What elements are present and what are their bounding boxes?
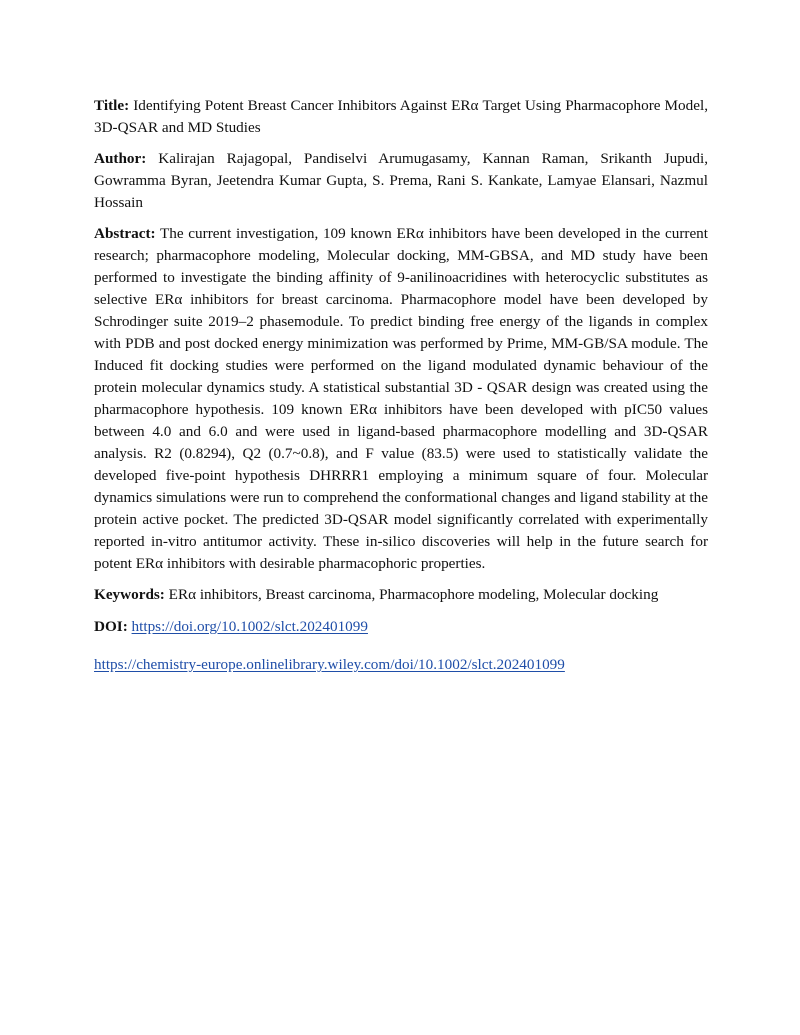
title-paragraph [94, 95, 708, 139]
document-content [94, 95, 708, 676]
title-label: Title: [94, 97, 130, 114]
doi-label: DOI: [94, 618, 128, 635]
author-paragraph [94, 148, 708, 214]
author-label: Author: [94, 150, 147, 167]
doi-link[interactable]: https://doi.org/10.1002/slct.202401099 [131, 618, 368, 635]
publisher-link[interactable]: https://chemistry-europe.onlinelibrary.wiley.com/doi/10.1002/slct.202401099 [94, 656, 565, 673]
author-text: Kalirajan Rajagopal, Pandiselvi Arumugasamy, Kannan Raman, Srikanth Jupudi, Gowramma Byran, Jeetendra Kumar Gupta, S. Prema, Rani S. Kankate, Lamyae Elansari, Nazmul Hossain [94, 150, 709, 211]
doi-paragraph [94, 616, 708, 638]
keywords-label: Keywords: [94, 586, 165, 603]
publisher-link-paragraph [94, 654, 708, 676]
keywords-text: ERα inhibitors, Breast carcinoma, Pharmacophore modeling, Molecular docking [168, 586, 659, 603]
abstract-paragraph [94, 223, 708, 575]
keywords-paragraph [94, 584, 708, 606]
abstract-text: The current investigation, 109 known ERα inhibitors have been developed in the current research; pharmacophore modeling, Molecular docking, MM-GBSA, and MD study have been performed to investigate the binding affinity of 9-anilinoacridines with heterocyclic substitutes as selective ERα inhibitors for breast carcinoma. Pharmacophore model have been developed by Schrodinger suite 2019–2 phasemodule. To predict binding free energy of the ligands in complex with PDB and post docked energy minimization was performed by Prime, MM-GB/SA module. The Induced fit docking studies were performed on the ligand modulated dynamic behaviour of the protein molecular dynamics study. A statistical substantial 3D - QSAR design was created using the pharmacophore hypothesis. 109 known ERα inhibitors have been developed with pIC50 values between 4.0 and 6.0 and were used in ligand-based pharmacophore modelling and 3D-QSAR analysis. R2 (0.8294), Q2 (0.7~0.8), and F value (83.5) were used to statistically validate the developed five-point hypothesis DHRRR1 employing a minimum square of four. Molecular dynamics simulations were run to comprehend the conformational changes and ligand stability at the protein active pocket. The predicted 3D-QSAR model significantly correlated with experimentally reported in-vitro antitumor activity. These in-silico discoveries will help in the future search for potent ERα inhibitors with desirable pharmacophoric properties. [94, 225, 708, 572]
title-text: Identifying Potent Breast Cancer Inhibitors Against ERα Target Using Pharmacophore Model, 3D-QSAR and MD Studies [94, 97, 708, 136]
abstract-label: Abstract: [94, 225, 156, 242]
